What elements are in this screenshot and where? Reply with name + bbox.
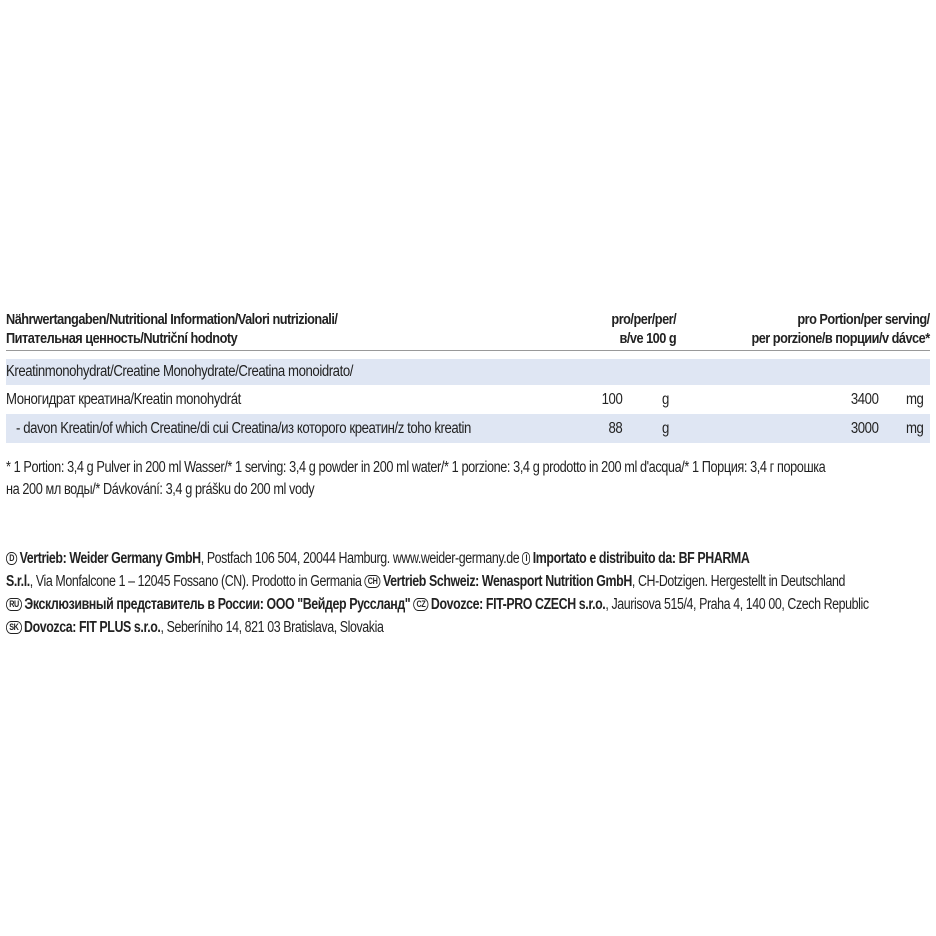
header-per-serving-column — [752, 310, 930, 348]
unit-per-100g: g — [662, 419, 669, 437]
header-per100g-line1: pro/per/per/ — [611, 311, 676, 328]
distributor-czech: Dovozce: FIT-PRO CZECH s.r.o. — [430, 596, 606, 613]
serving-footnote — [6, 457, 930, 501]
address-slovakia: , Seberíniho 14, 821 03 Bratislava, Slovakia — [160, 619, 384, 636]
header-nutrient-line1: Nährwertangaben/Nutritional Information/Valori nutrizionali/ — [6, 311, 338, 328]
distribution-info — [6, 547, 930, 639]
distribution-line — [6, 593, 930, 616]
distributor-italy: Importato e distribuito da: BF PHARMA — [532, 550, 750, 567]
row-label: - davon Kreatin/of which Creatine/di cui Creatina/из которого креатин/z toho kreatin — [16, 419, 471, 437]
distributor-italy-suffix: S.r.l. — [6, 573, 30, 590]
address-germany: , Postfach 106 504, 20044 Hamburg. www.weider-germany.de — [200, 550, 520, 567]
table-row — [6, 385, 930, 414]
country-badge-ch: CH — [365, 575, 381, 588]
country-badge-sk: SK — [6, 621, 22, 634]
header-per100g-line2: в/ve 100 g — [619, 330, 676, 347]
footnote-line1: * 1 Portion: 3,4 g Pulver in 200 ml Wasser/* 1 serving: 3,4 g powder in 200 ml water/* 1 porzione: 3,4 g prodotto in 200 ml d'acqua/* 1 Порция: 3,4 г порошка — [6, 459, 826, 476]
address-switzerland: , CH-Dotzigen. Hergestellt in Deutschland — [631, 573, 846, 590]
country-badge-ru: RU — [6, 598, 22, 611]
country-badge-de: D — [6, 552, 17, 565]
header-per-serving-line2: per porzione/в порции/v dávce* — [751, 330, 930, 347]
row-label: Моногидрат креатина/Kreatin monohydrát — [6, 390, 241, 408]
distributor-slovakia: Dovozca: FIT PLUS s.r.o. — [24, 619, 161, 636]
country-badge-cz: CZ — [413, 598, 428, 611]
distribution-line — [6, 616, 930, 639]
unit-per-100g: g — [662, 390, 669, 408]
value-per-100g: 100 — [601, 390, 622, 408]
value-per-serving: 3400 — [850, 390, 878, 408]
distribution-line — [6, 570, 930, 593]
header-nutrient-column — [6, 310, 337, 348]
unit-per-serving: mg — [906, 390, 924, 408]
nutrition-table-header — [6, 308, 930, 351]
distributor-russia: Эксклюзивный представитель в России: ООО "Вейдер Русcланд" — [24, 596, 411, 613]
table-row — [6, 414, 930, 443]
country-badge-it: I — [522, 552, 530, 565]
address-czech: , Jaurisova 515/4, Praha 4, 140 00, Czech Republic — [605, 596, 869, 613]
footnote-line2: на 200 мл воды/* Dávkování: 3,4 g prášku do 200 ml vody — [6, 481, 315, 498]
row-label: Kreatinmonohydrat/Creatine Monohydrate/Creatina monoidrato/ — [6, 363, 353, 380]
value-per-100g: 88 — [608, 419, 622, 437]
nutrition-label — [6, 308, 930, 639]
distributor-switzerland: Vertrieb Schweiz: Wenasport Nutrition GmbH — [382, 573, 632, 590]
distributor-germany: Vertrieb: Weider Germany GmbH — [19, 550, 201, 567]
unit-per-serving: mg — [906, 419, 924, 437]
header-per100g-column — [611, 310, 676, 348]
address-italy: , Via Monfalcone 1 – 12045 Fossano (CN). Prodotto in Germania — [29, 573, 362, 590]
table-row — [6, 359, 930, 385]
header-per-serving-line1: pro Portion/per serving/ — [797, 311, 930, 328]
distribution-line — [6, 547, 930, 570]
value-per-serving: 3000 — [850, 419, 878, 437]
header-nutrient-line2: Питательная ценность/Nutriční hodnoty — [6, 330, 238, 347]
